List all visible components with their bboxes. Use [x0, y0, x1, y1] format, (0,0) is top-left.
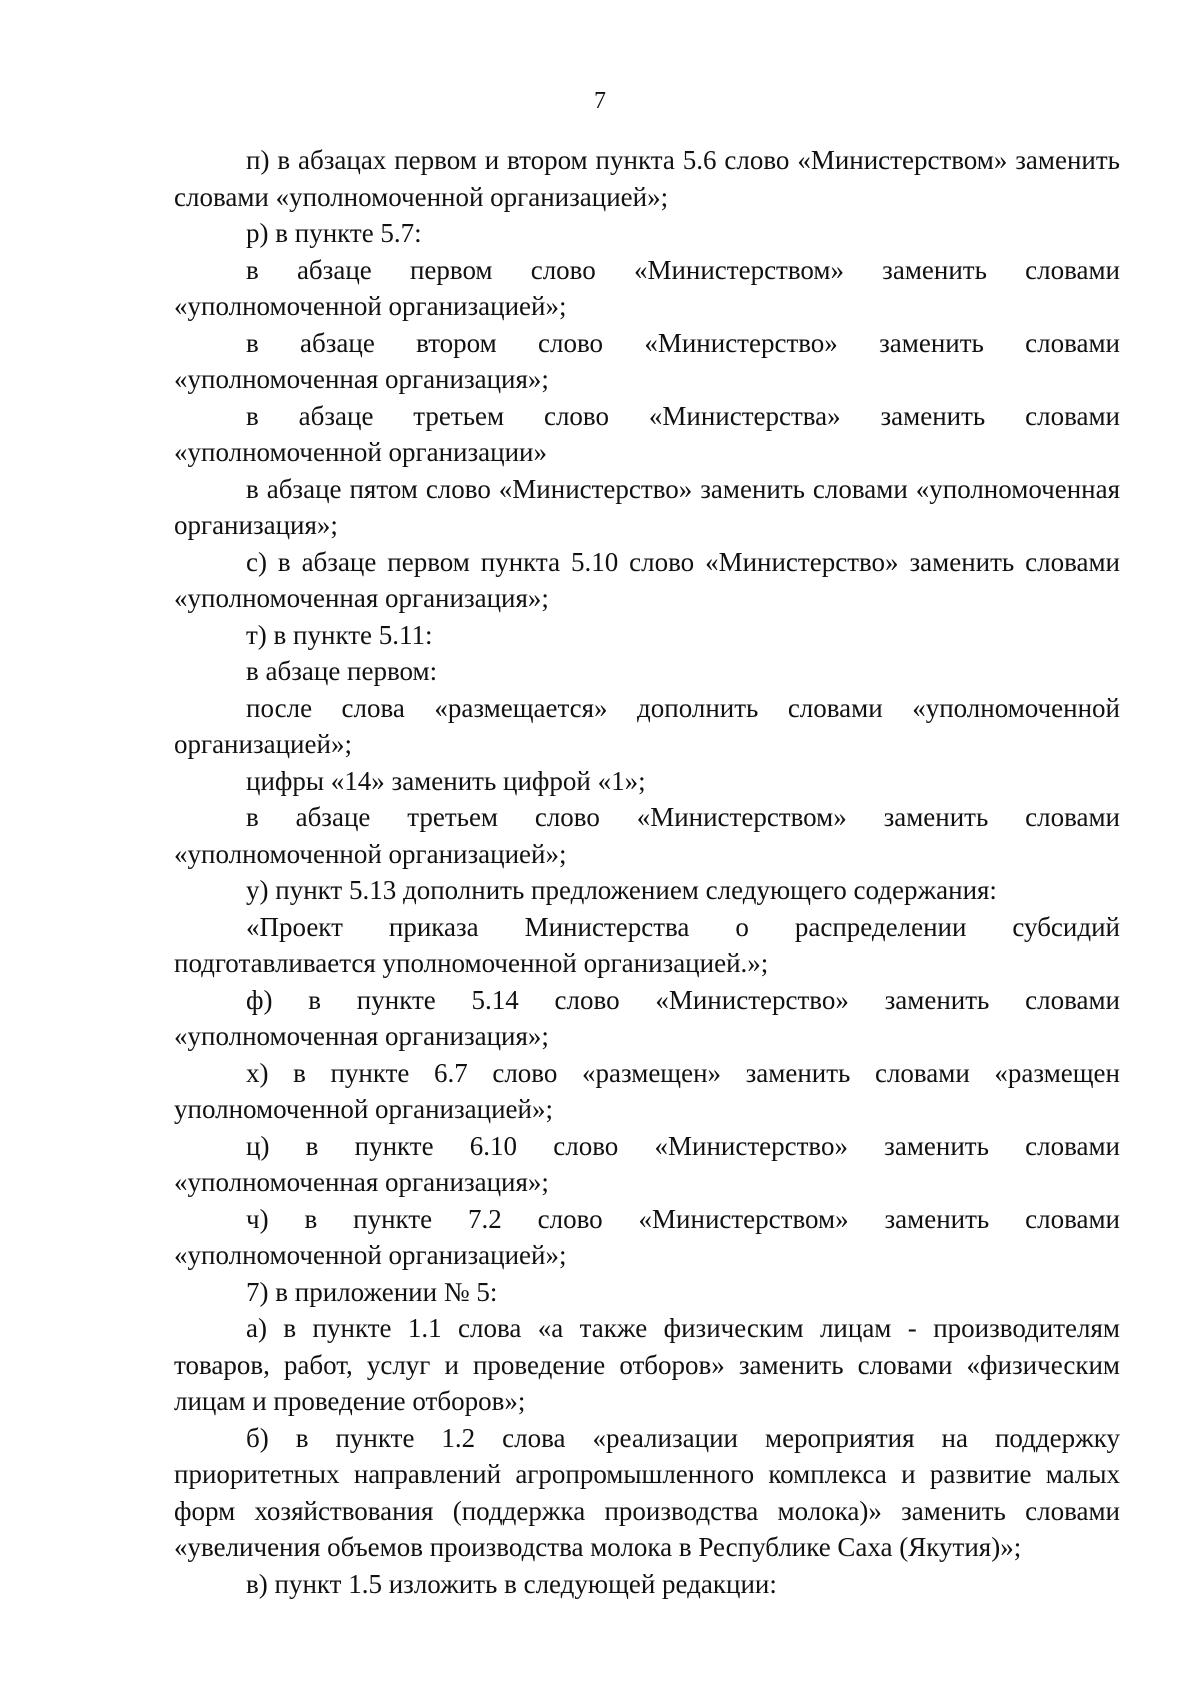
paragraph-p: п) в абзацах первом и втором пункта 5.6 слово «Министерством» заменить словами «уполномоченной организацией»; — [174, 145, 1120, 212]
paragraph-t-abzac-1: в абзаце первом: — [246, 656, 438, 686]
paragraph-r-abzac-2: в абзаце втором слово «Министерство» заменить словами «уполномоченная организация»; — [174, 327, 1120, 394]
paragraph-t-after-word: после слова «размещается» дополнить словами «уполномоченной организацией»; — [174, 692, 1120, 759]
paragraph-7-a: а) в пункте 1.1 слова «а также физическим лицам - производителям товаров, работ, услуг и проведение отборов» заменить словами «физическим лицам и проведение отборов»; — [174, 1313, 1120, 1416]
paragraph-r-abzac-5: в абзаце пятом слово «Министерство» заменить словами «уполномоченная организация»; — [174, 473, 1120, 540]
paragraph-u: у) пункт 5.13 дополнить предложением следующего содержания: — [246, 875, 997, 905]
paragraph-r-abzac-3: в абзаце третьем слово «Министерства» заменить словами «уполномоченной организации» — [174, 400, 1120, 467]
paragraph-s: с) в абзаце первом пункта 5.10 слово «Министерство» заменить словами «уполномоченная организация»; — [174, 546, 1120, 613]
paragraph-ts: ц) в пункте 6.10 слово «Министерство» заменить словами «уполномоченная организация»; — [174, 1130, 1120, 1197]
paragraph-7: 7) в приложении № 5: — [246, 1276, 498, 1307]
paragraph-t-abzac-3: в абзаце третьем слово «Министерством» заменить словами «уполномоченной организацией»; — [174, 802, 1120, 869]
page-number: 7 — [594, 88, 606, 114]
paragraph-t-digits: цифры «14» заменить цифрой «1»; — [246, 765, 646, 796]
paragraph-7-b: б) в пункте 1.2 слова «реализации мероприятия на поддержку приоритетных направлений агропромышленного комплекса и развитие малых форм хозяйствования (поддержка производства молока)» заменить словами «увеличения объемов производства молока в Республике Саха (Якутия)»; — [174, 1422, 1120, 1562]
paragraph-r-abzac-1: в абзаце первом слово «Министерством» заменить словами «уполномоченной организацией»; — [174, 254, 1120, 321]
document-body — [174, 142, 1120, 1602]
paragraph-f: ф) в пункте 5.14 слово «Министерство» заменить словами «уполномоченная организация»; — [174, 984, 1120, 1051]
paragraph-h: х) в пункте 6.7 слово «размещен» заменить словами «размещен уполномоченной организацией»; — [174, 1057, 1120, 1124]
paragraph-u-quote: «Проект приказа Министерства о распределении субсидий подготавливается уполномоченной организацией.»; — [174, 911, 1120, 978]
paragraph-r: р) в пункте 5.7: — [246, 218, 422, 248]
paragraph-7-v: в) пункт 1.5 изложить в следующей редакции: — [246, 1568, 777, 1599]
paragraph-t: т) в пункте 5.11: — [246, 619, 433, 650]
paragraph-ch: ч) в пункте 7.2 слово «Министерством» заменить словами «уполномоченной организацией»; — [174, 1203, 1120, 1270]
